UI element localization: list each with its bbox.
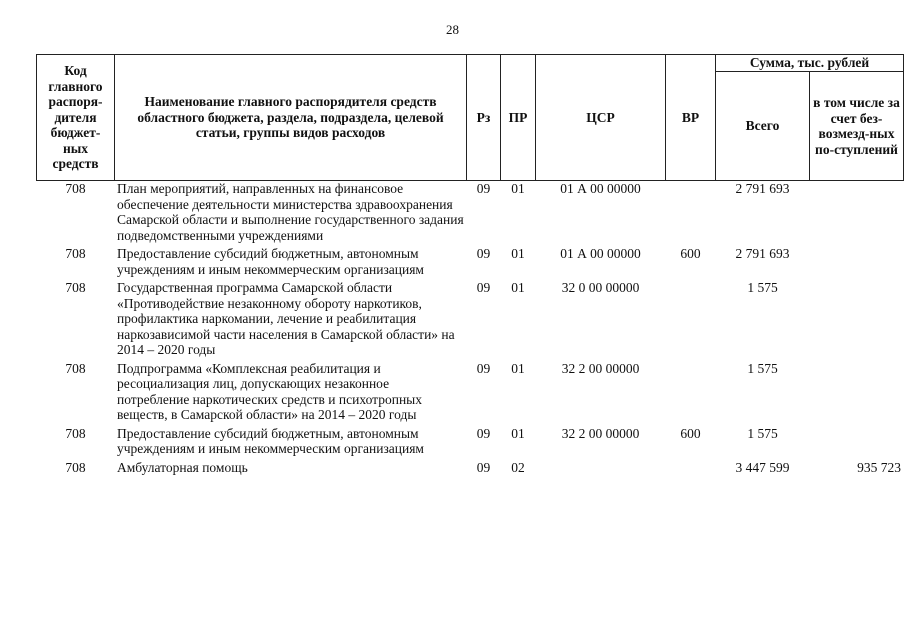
cell-total: 1 575 [747, 425, 778, 441]
cell-csr: 01 А 00 00000 [560, 181, 641, 196]
cell-csr: 32 0 00 00000 [561, 280, 640, 295]
cell-code: 708 [65, 246, 86, 261]
table-row [37, 426, 904, 460]
cell-vr [666, 280, 716, 361]
cell-csr: 01 А 00 00000 [560, 246, 641, 261]
cell-code: 708 [65, 181, 86, 196]
cell-nonrepayable [810, 426, 904, 460]
header-pr: ПР [501, 55, 536, 181]
cell-name: Государственная программа Самарской области «Противодействие незаконному обороту наркотиков, профилактика наркомании, лечение и реабилитация наркозависимой части населения в Самарской области» на 2014 – 2020 годы [117, 280, 455, 357]
table-row [37, 246, 904, 280]
cell-total: 1 575 [747, 280, 778, 295]
cell-pr: 02 [511, 459, 525, 475]
cell-csr: 32 2 00 00000 [561, 425, 640, 441]
header-code: Код главного распоря-дителя бюджет-ных средств [37, 55, 115, 181]
cell-rz: 09 [476, 246, 491, 261]
cell-pr: 01 [511, 181, 525, 196]
cell-vr: 600 [680, 246, 701, 261]
cell-name: Амбулаторная помощь [117, 459, 248, 475]
cell-csr [536, 460, 666, 479]
cell-rz: 09 [476, 459, 491, 475]
budget-table [36, 54, 904, 478]
header-total: Всего [716, 72, 810, 181]
cell-pr: 01 [511, 425, 525, 441]
cell-pr: 01 [511, 246, 525, 261]
table-row [37, 460, 904, 479]
table-row [37, 181, 904, 247]
cell-vr [666, 460, 716, 479]
cell-pr: 01 [511, 360, 525, 376]
cell-nonrepayable [810, 181, 904, 247]
header-csr: ЦСР [536, 55, 666, 181]
cell-vr: 600 [680, 425, 701, 441]
cell-total: 3 447 599 [735, 459, 790, 475]
cell-total: 2 791 693 [735, 246, 790, 261]
cell-nonrepayable [810, 361, 904, 426]
cell-name: Предоставление субсидий бюджетным, автономным учреждениям и иным некоммерческим организациям [117, 246, 424, 277]
cell-pr: 01 [511, 280, 525, 295]
cell-name: Предоставление субсидий бюджетным, автономным учреждениям и иным некоммерческим организациям [117, 425, 424, 456]
cell-vr [666, 361, 716, 426]
cell-rz: 09 [476, 360, 491, 376]
table-body [37, 181, 904, 479]
page-number: 28 [446, 22, 459, 37]
cell-total: 1 575 [747, 360, 778, 376]
table-row [37, 361, 904, 426]
cell-rz: 09 [476, 425, 491, 441]
cell-csr: 32 2 00 00000 [561, 360, 640, 376]
cell-vr [666, 181, 716, 247]
cell-nonrepayable [810, 246, 904, 280]
header-sum-group: Сумма, тыс. рублей [716, 55, 904, 72]
cell-name: План мероприятий, направленных на финансовое обеспечение деятельности министерства здравоохранения Самарской области и выполнение государственного задания подведомственными учреждениями [117, 181, 464, 243]
cell-name: Подпрограмма «Комплексная реабилитация и ресоциализация лиц, допускающих незаконное потребление наркотических средств и психотропных веществ, в Самарской области» на 2014 – 2020 годы [117, 360, 422, 422]
header-name: Наименование главного распорядителя средств областного бюджета, раздела, подраздела, целевой статьи, группы видов расходов [115, 55, 467, 181]
cell-code: 708 [65, 459, 86, 475]
cell-code: 708 [65, 360, 86, 376]
header-vr: ВР [666, 55, 716, 181]
cell-total: 2 791 693 [735, 181, 790, 196]
cell-rz: 09 [476, 280, 491, 295]
table-row [37, 280, 904, 361]
cell-code: 708 [65, 425, 86, 441]
header-rz: Рз [467, 55, 501, 181]
cell-code: 708 [65, 280, 86, 295]
cell-nonrepayable [810, 280, 904, 361]
cell-rz: 09 [476, 181, 491, 196]
cell-nonrepayable: 935 723 [857, 459, 901, 475]
header-nonrepayable: в том числе за счет без-возмезд-ных по-ступлений [810, 72, 904, 181]
